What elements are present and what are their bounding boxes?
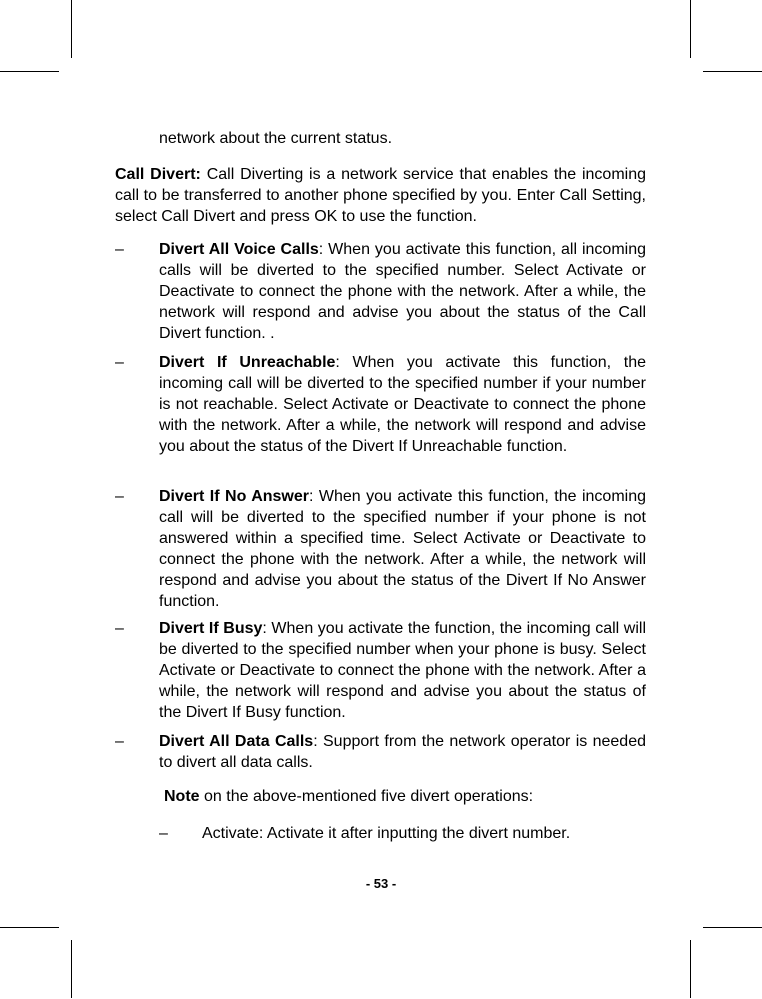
item-term: Divert All Data Calls bbox=[159, 733, 314, 750]
item-text: : When you activate this function, the incoming call will be diverted to the specified number if your phone is not answered within a specified time. Select Activate or Deactivate to connect the phone with the network. After a while, the network will respond and advise you about the status of the Divert If No Answer function. bbox=[159, 488, 647, 610]
note-term: Note bbox=[164, 788, 200, 805]
bullet-dash: – bbox=[115, 733, 124, 750]
item-term: Divert If Busy bbox=[159, 620, 263, 637]
intro-line: network about the current status. bbox=[159, 130, 393, 147]
crop-mark-bottom-right-vertical bbox=[690, 940, 691, 998]
crop-mark-bottom-left-horizontal bbox=[0, 927, 59, 928]
bullet-dash: – bbox=[159, 825, 168, 842]
call-divert-term: Call Divert: bbox=[115, 166, 201, 183]
item-term: Divert All Voice Calls bbox=[159, 241, 319, 258]
item-text: : Support from the network operator is needed to divert all data calls. bbox=[159, 733, 646, 771]
note-text: on the above-mentioned five divert operations: bbox=[199, 788, 534, 805]
crop-mark-top-right-horizontal bbox=[703, 71, 762, 72]
crop-mark-top-left-horizontal bbox=[0, 71, 59, 72]
call-divert-text: Call Diverting is a network service that enables the incoming call to be transferred to another phone specified by you. Enter Call Setting, select Call Divert and press OK to use the function. bbox=[115, 166, 647, 225]
crop-mark-top-left-vertical bbox=[71, 0, 72, 58]
call-divert-paragraph bbox=[115, 164, 646, 227]
item-text: : When you activate this function, the incoming call will be diverted to the specified number if your number is not reachable. Select Activate or Deactivate to connect the phone with the network. After a while, the network will respond and advise you about the status of the Divert If Unreachable function. bbox=[159, 354, 646, 455]
item-term: Divert If No Answer bbox=[159, 488, 310, 505]
item-text: : When you activate this function, all incoming calls will be diverted to the specified number. Select Activate or Deactivate to connect the phone with the network. After a while, the network will respond and advise you about the status of the Call Divert function. . bbox=[159, 241, 646, 342]
note-line bbox=[164, 786, 533, 807]
crop-mark-top-right-vertical bbox=[690, 0, 691, 58]
bullet-dash: – bbox=[115, 354, 124, 371]
page-number: - 53 - bbox=[365, 876, 397, 891]
item-text: : When you activate the function, the incoming call will be diverted to the specified number when your phone is busy. Select Activate or Deactivate to connect the phone with the network. After a while, the network will respond and advise you about the status of the Divert If Busy function. bbox=[159, 620, 646, 721]
crop-mark-bottom-right-horizontal bbox=[703, 927, 762, 928]
bullet-dash: – bbox=[115, 488, 124, 505]
sub-item-text: Activate: Activate it after inputting the divert number. bbox=[202, 825, 571, 842]
crop-mark-bottom-left-vertical bbox=[71, 940, 72, 998]
bullet-dash: – bbox=[115, 620, 124, 637]
item-term: Divert If Unreachable bbox=[159, 354, 336, 371]
bullet-dash: – bbox=[115, 241, 124, 258]
